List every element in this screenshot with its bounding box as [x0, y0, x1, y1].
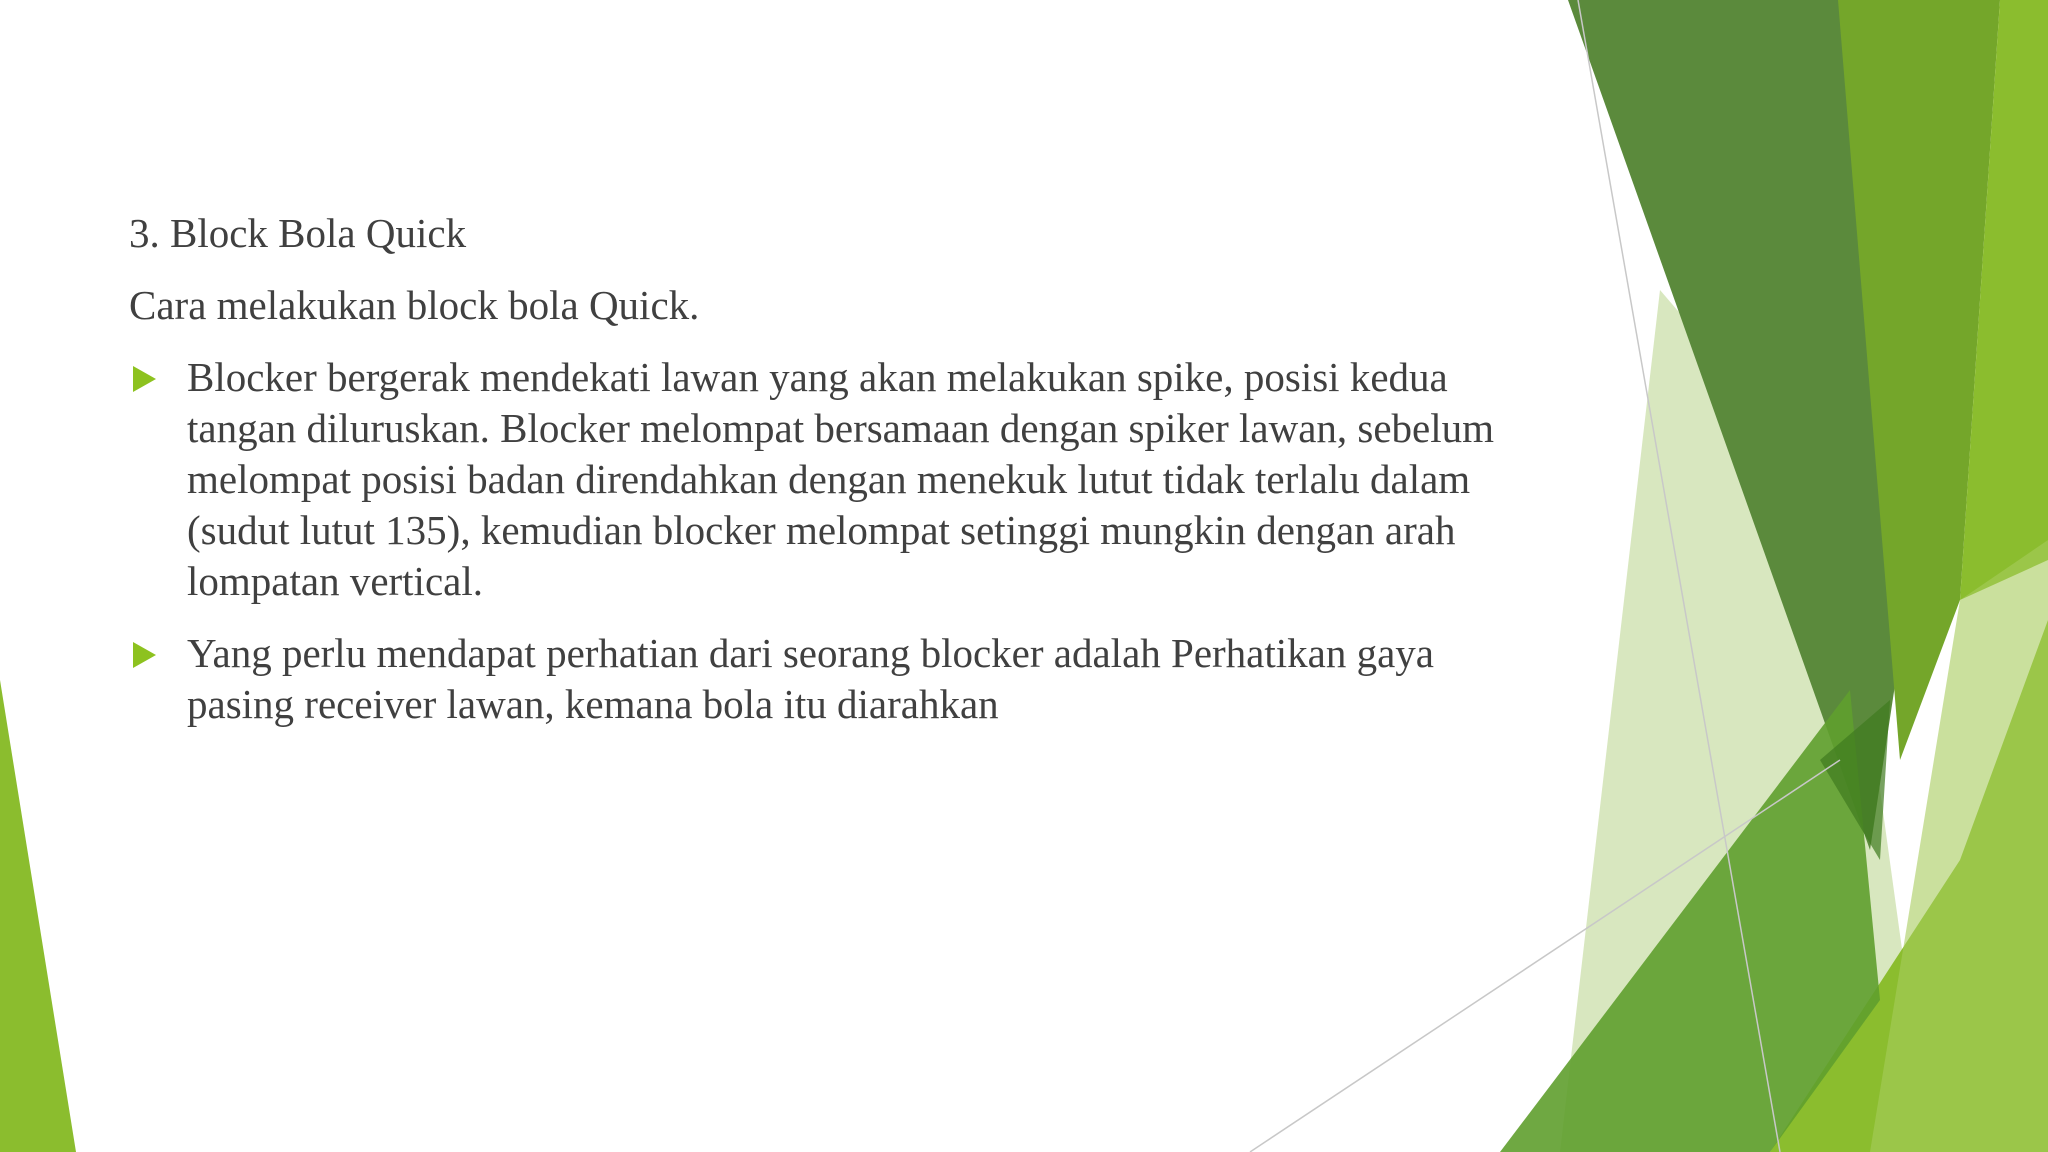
bullet-item — [129, 352, 1549, 607]
slide-heading: 3. Block Bola Quick — [129, 210, 467, 256]
bullet-text: Blocker bergerak mendekati lawan yang akan melakukan spike, posisi kedua tangan diluruskan. Blocker melompat bersamaan dengan spiker lawan, sebelum melompat posisi badan direndahkan dengan menekuk lutut tidak terlalu dalam (sudut lutut 135), kemudian blocker melompat setinggi mungkin dengan arah lompatan vertical. — [187, 354, 1495, 604]
slide-content — [129, 208, 1549, 751]
bullet-text: Yang perlu mendapat perhatian dari seorang blocker adalah Perhatikan gaya pasing receiver lawan, kemana bola itu diarahkan — [187, 630, 1434, 727]
bullet-item — [129, 628, 1549, 730]
triangle-right-icon — [133, 642, 156, 668]
left-green-sliver — [0, 680, 76, 1152]
triangle-right-icon — [133, 366, 156, 392]
slide-intro: Cara melakukan block bola Quick. — [129, 282, 700, 328]
